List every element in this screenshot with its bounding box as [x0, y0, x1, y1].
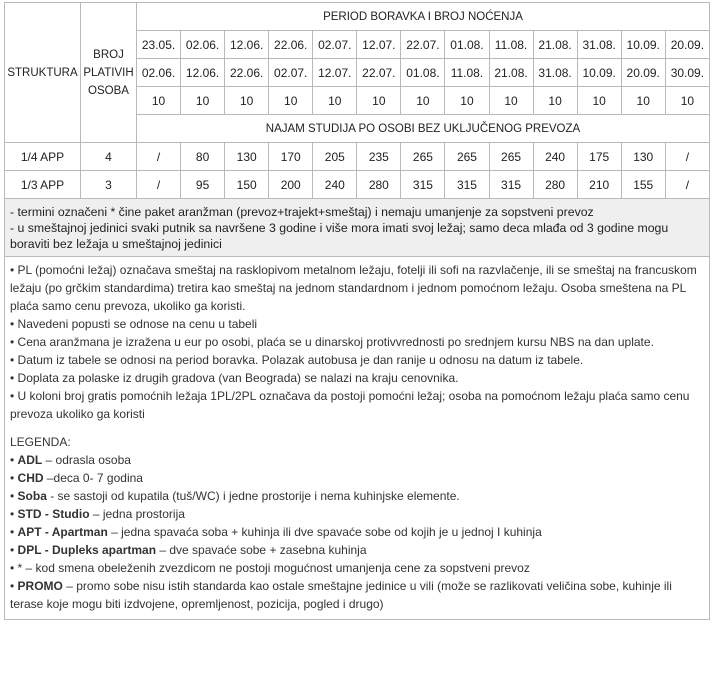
- price-cell: 155: [621, 171, 665, 199]
- legend-desc: – jedna prostorija: [89, 507, 185, 521]
- date-from-cell: 11.08.: [489, 31, 533, 59]
- period-header-row: [5, 3, 710, 31]
- price-cell: 240: [533, 143, 577, 171]
- legend-desc: – jedna spavaća soba + kuhinja ili dve spavaće sobe od kojih je u jednoj I kuhinja: [107, 525, 542, 539]
- legend-item: • DPL - Dupleks apartman – dve spavaće sobe + zasebna kuhinja: [10, 543, 367, 557]
- price-cell: 315: [489, 171, 533, 199]
- date-from-cell: 22.07.: [401, 31, 445, 59]
- legend-list: [10, 451, 704, 613]
- price-cell: 265: [489, 143, 533, 171]
- legend-title: LEGENDA:: [10, 435, 71, 449]
- date-from-cell: 22.06.: [269, 31, 313, 59]
- legend-desc: - se sastoji od kupatila (tuš/WC) i jedne prostorije i nema kuhinjske elemente.: [46, 489, 460, 503]
- price-cell: 265: [401, 143, 445, 171]
- legend-term: Soba: [17, 489, 47, 503]
- price-row: [5, 143, 710, 171]
- nights-cell: 10: [489, 87, 533, 115]
- price-cell: 130: [621, 143, 665, 171]
- date-from-cell: 01.08.: [445, 31, 489, 59]
- legend-item: • ADL – odrasla osoba: [10, 453, 131, 467]
- date-from-cell: 23.05.: [137, 31, 181, 59]
- legend-item: • STD - Studio – jedna prostorija: [10, 507, 185, 521]
- legend-item: • CHD –deca 0- 7 godina: [10, 471, 143, 485]
- nights-cell: 10: [665, 87, 709, 115]
- nights-cell: 10: [621, 87, 665, 115]
- price-cell: 280: [533, 171, 577, 199]
- date-to-cell: 31.08.: [533, 59, 577, 87]
- nights-cell: 10: [269, 87, 313, 115]
- legend-term: APT - Apartman: [17, 525, 108, 539]
- nights-cell: 10: [357, 87, 401, 115]
- price-cell: 315: [401, 171, 445, 199]
- price-cell: 95: [181, 171, 225, 199]
- date-to-cell: 02.07.: [269, 59, 313, 87]
- date-to-cell: 30.09.: [665, 59, 709, 87]
- note-line: - u smeštajnoj jedinici svaki putnik sa navršene 3 godine i više mora imati svoj ležaj; samo deca mlađa od 3 godine mogu boraviti bez ležaja u smeštajnoj jedinici: [10, 221, 669, 251]
- price-cell: /: [665, 171, 709, 199]
- date-to-cell: 22.07.: [357, 59, 401, 87]
- date-to-cell: 12.07.: [313, 59, 357, 87]
- price-cell: 175: [577, 143, 621, 171]
- nights-cell: 10: [445, 87, 489, 115]
- legend-term: STD - Studio: [17, 507, 90, 521]
- legend-item: • PROMO – promo sobe nisu istih standarda kao ostale smeštajne jedinice u vili (može se razlikovati veličina sobe, kuhinje ili terase koje mogu biti izdvojene, opremljenost, pozicija, pogled i drugo): [10, 579, 672, 611]
- row-struktura: 1/3 APP: [5, 171, 81, 199]
- date-to-cell: 01.08.: [401, 59, 445, 87]
- date-to-cell: 11.08.: [445, 59, 489, 87]
- price-cell: 200: [269, 171, 313, 199]
- row-broj: 3: [81, 171, 137, 199]
- date-from-cell: 12.07.: [357, 31, 401, 59]
- najam-header: NAJAM STUDIJA PO OSOBI BEZ UKLJUČENOG PREVOZA: [137, 115, 710, 143]
- date-from-cell: 02.06.: [181, 31, 225, 59]
- date-from-cell: 10.09.: [621, 31, 665, 59]
- date-to-cell: 20.09.: [621, 59, 665, 87]
- info-item: • Doplata za polaske iz drugih gradova (van Beograda) se nalazi na kraju cenovnika.: [10, 371, 459, 385]
- price-cell: /: [137, 171, 181, 199]
- date-from-cell: 12.06.: [225, 31, 269, 59]
- date-to-cell: 10.09.: [577, 59, 621, 87]
- nights-cell: 10: [533, 87, 577, 115]
- nights-cell: 10: [401, 87, 445, 115]
- legend-desc: – promo sobe nisu istih standarda kao ostale smeštajne jedinice u vili (može se razlikovati veličina sobe, kuhinje ili terase koje mogu biti izdvojene, opremljenost, pozicija, pogled i drugo): [10, 579, 672, 611]
- price-list: [4, 2, 710, 620]
- price-table: [4, 2, 710, 199]
- notes-box: [4, 199, 710, 257]
- legend-desc: * – kod smena obeleženih zvezdicom ne postoji mogućnost umanjenja cene za sopstveni prevoz: [17, 561, 530, 575]
- price-row: [5, 171, 710, 199]
- date-from-cell: 20.09.: [665, 31, 709, 59]
- price-cell: 130: [225, 143, 269, 171]
- legend-item: • APT - Apartman – jedna spavaća soba + kuhinja ili dve spavaće sobe od kojih je u jednoj I kuhinja: [10, 525, 542, 539]
- legend-item: • * – kod smena obeleženih zvezdicom ne postoji mogućnost umanjenja cene za sopstveni prevoz: [10, 561, 530, 575]
- price-cell: 240: [313, 171, 357, 199]
- legend-desc: – odrasla osoba: [42, 453, 131, 467]
- date-to-cell: 21.08.: [489, 59, 533, 87]
- price-cell: 170: [269, 143, 313, 171]
- price-cell: 80: [181, 143, 225, 171]
- price-cell: 280: [357, 171, 401, 199]
- price-cell: 150: [225, 171, 269, 199]
- broj-header: BROJ PLATIVIH OSOBA: [81, 3, 137, 143]
- info-item: • Datum iz tabele se odnosi na period boravka. Polazak autobusa je dan ranije u odnosu na datum iz tabele.: [10, 353, 584, 367]
- date-from-cell: 31.08.: [577, 31, 621, 59]
- date-to-cell: 02.06.: [137, 59, 181, 87]
- legend-desc: –deca 0- 7 godina: [43, 471, 143, 485]
- nights-cell: 10: [137, 87, 181, 115]
- info-item: • PL (pomoćni ležaj) označava smeštaj na rasklopivom metalnom ležaju, fotelji ili sofi na razvlačenje, ili se smeštaj na francuskom ležaju (po grčkim standardima) tretira kao smeštaj na jednom standardnom i jednom pomoćnom ležaju. Osoba smeštena na PL plaća samo cenu prevoza, ukoliko ga koristi.: [10, 263, 697, 313]
- period-header: PERIOD BORAVKA I BROJ NOĆENJA: [137, 3, 710, 31]
- legend-item: • Soba - se sastoji od kupatila (tuš/WC) i jedne prostorije i nema kuhinjske elemente.: [10, 489, 460, 503]
- info-box: [4, 257, 710, 620]
- legend-term: ADL: [17, 453, 43, 467]
- date-to-cell: 12.06.: [181, 59, 225, 87]
- price-cell: 235: [357, 143, 401, 171]
- price-cell: /: [137, 143, 181, 171]
- info-list: [10, 261, 704, 423]
- price-cell: /: [665, 143, 709, 171]
- price-cell: 315: [445, 171, 489, 199]
- row-broj: 4: [81, 143, 137, 171]
- info-item: • Cena aranžmana je izražena u eur po osobi, plaća se u dinarskoj protivvrednosti po srednjem kursu NBS na dan uplate.: [10, 335, 654, 349]
- legend-desc: – dve spavaće sobe + zasebna kuhinja: [156, 543, 367, 557]
- legend-term: DPL - Dupleks apartman: [17, 543, 157, 557]
- note-line: - termini označeni * čine paket aranžman (prevoz+trajekt+smeštaj) i nemaju umanjenje za sopstveni prevoz: [10, 205, 594, 219]
- date-from-cell: 02.07.: [313, 31, 357, 59]
- price-cell: 205: [313, 143, 357, 171]
- date-to-cell: 22.06.: [225, 59, 269, 87]
- date-from-cell: 21.08.: [533, 31, 577, 59]
- info-item: • Navedeni popusti se odnose na cenu u tabeli: [10, 317, 258, 331]
- price-cell: 210: [577, 171, 621, 199]
- nights-cell: 10: [225, 87, 269, 115]
- legend-term: PROMO: [17, 579, 63, 593]
- nights-cell: 10: [577, 87, 621, 115]
- struktura-header: STRUKTURA: [5, 3, 81, 143]
- nights-cell: 10: [181, 87, 225, 115]
- info-item: • U koloni broj gratis pomoćnih ležaja 1PL/2PL označava da postoji pomoćni ležaj; osoba na pomoćnom ležaju plaća samo cenu prevoza ukoliko ga koristi: [10, 389, 690, 421]
- price-cell: 265: [445, 143, 489, 171]
- nights-cell: 10: [313, 87, 357, 115]
- row-struktura: 1/4 APP: [5, 143, 81, 171]
- legend-term: CHD: [17, 471, 44, 485]
